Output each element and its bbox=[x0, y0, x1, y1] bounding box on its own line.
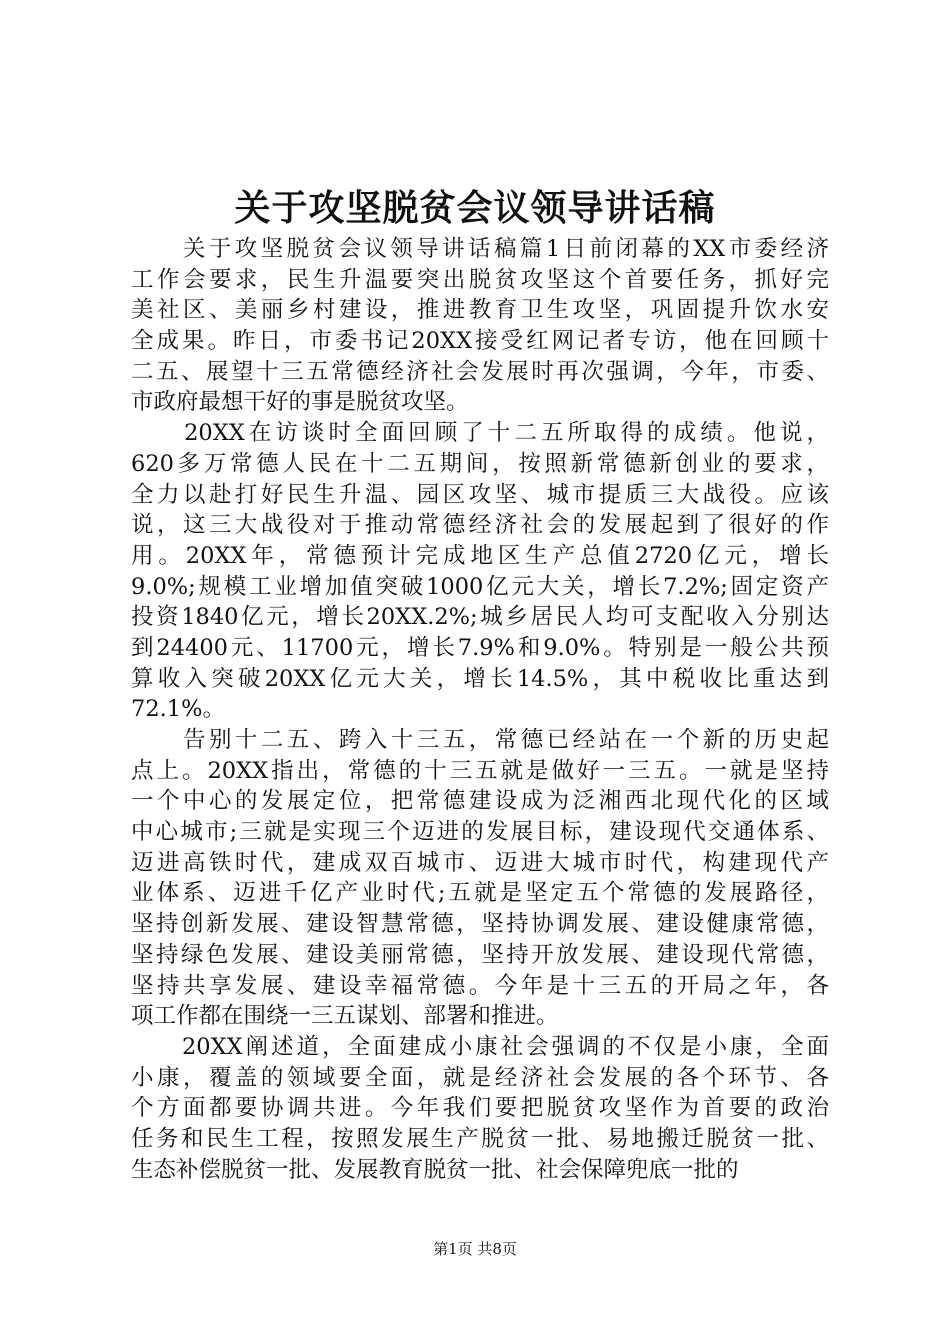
text-line: 坚持共享发展、建设幸福常德。今年是十三五的开局之年，各 bbox=[131, 972, 829, 999]
text-line: 一个中心的发展定位，把常德建设成为泛湘西北现代化的区域 bbox=[131, 788, 829, 815]
text-line: 迈进高铁时代，建成双百城市、迈进大城市时代，构建现代产 bbox=[131, 849, 829, 876]
text-line: 620多万常德人民在十二五期间，按照新常德新创业的要求， bbox=[131, 450, 829, 477]
text-line: 关于攻坚脱贫会议领导讲话稿篇1日前闭幕的XX市委经济 bbox=[131, 236, 829, 262]
text-line: 坚持创新发展、建设智慧常德，坚持协调发展、建设健康常德， bbox=[131, 911, 829, 938]
document-title: 关于攻坚脱贫会议领导讲话稿 bbox=[234, 187, 716, 229]
text-line: 点上。20XX指出，常德的十三五就是做好一三五。一就是坚持 bbox=[131, 757, 829, 784]
text-line: 说，这三大战役对于推动常德经济社会的发展起到了很好的作 bbox=[131, 512, 829, 539]
text-line: 小康，覆盖的领域要全面，就是经济社会发展的各个环节、各 bbox=[131, 1064, 829, 1091]
text-line: 项工作都在围绕一三五谋划、部署和推进。 bbox=[131, 1003, 559, 1030]
text-line: 20XX在访谈时全面回顾了十二五所取得的成绩。他说， bbox=[131, 420, 829, 447]
text-line: 生态补偿脱贫一批、发展教育脱贫一批、社会保障兜底一批的 bbox=[131, 1156, 739, 1183]
text-line: 中心城市;三就是实现三个迈进的发展目标，建设现代交通体系、 bbox=[131, 819, 829, 846]
document-body bbox=[131, 234, 829, 1185]
text-line: 全力以赴打好民生升温、园区攻坚、城市提质三大战役。应该 bbox=[131, 481, 829, 508]
text-line: 9.0%;规模工业增加值突破1000亿元大关，增长7.2%;固定资产 bbox=[131, 573, 829, 600]
text-line: 二五、展望十三五常德经济社会发展时再次强调，今年，市委、 bbox=[131, 358, 829, 385]
page-footer: 第1页 共8页 bbox=[433, 1240, 517, 1258]
text-line: 个方面都要协调共进。今年我们要把脱贫攻坚作为首要的政治 bbox=[131, 1095, 829, 1122]
text-line: 72.1%。 bbox=[131, 696, 225, 723]
text-line: 投资1840亿元，增长20XX.2%;城乡居民人均可支配收入分别达 bbox=[131, 604, 829, 631]
text-line: 用。20XX年，常德预计完成地区生产总值2720亿元，增长 bbox=[131, 542, 829, 569]
text-line: 告别十二五、跨入十三五，常德已经站在一个新的历史起 bbox=[131, 727, 829, 753]
text-line: 全成果。昨日，市委书记20XX接受红网记者专访，他在回顾十 bbox=[131, 328, 829, 355]
text-line: 坚持绿色发展、建设美丽常德，坚持开放发展、建设现代常德， bbox=[131, 941, 829, 968]
text-line: 任务和民生工程，按照发展生产脱贫一批、易地搬迁脱贫一批、 bbox=[131, 1125, 829, 1152]
text-line: 业体系、迈进千亿产业时代;五就是坚定五个常德的发展路径， bbox=[131, 880, 829, 907]
text-line: 市政府最想干好的事是脱贫攻坚。 bbox=[131, 389, 469, 416]
text-line: 美社区、美丽乡村建设，推进教育卫生攻坚，巩固提升饮水安 bbox=[131, 297, 829, 324]
text-line: 到24400元、11700元，增长7.9%和9.0%。特别是一般公共预 bbox=[131, 634, 829, 661]
text-line: 工作会要求，民生升温要突出脱贫攻坚这个首要任务，抓好完 bbox=[131, 266, 829, 293]
text-line: 算收入突破20XX亿元大关，增长14.5%，其中税收比重达到 bbox=[131, 665, 829, 692]
text-line: 20XX阐述道，全面建成小康社会强调的不仅是小康，全面 bbox=[131, 1033, 829, 1060]
